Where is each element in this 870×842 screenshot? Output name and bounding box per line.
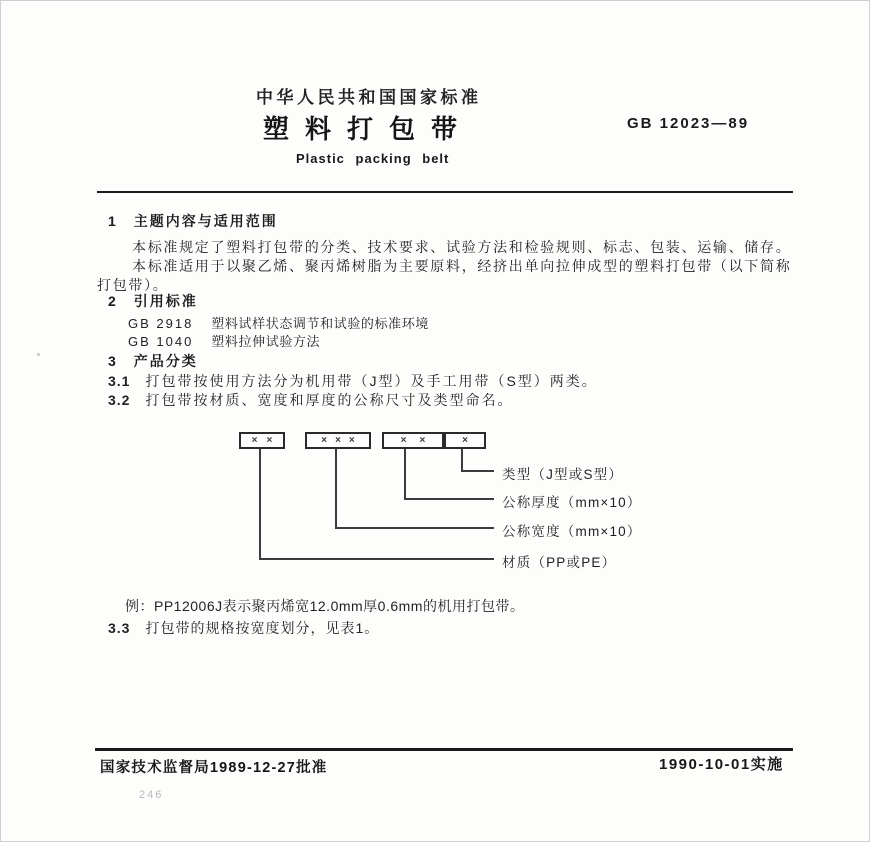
clause-3-3-text: 打包带的规格按宽度划分，见表1。	[145, 620, 380, 636]
clause-3-3-number: 3.3	[108, 620, 131, 636]
clause-3-2-number: 3.2	[108, 392, 131, 408]
clause-3-1	[108, 371, 598, 391]
section-2-heading	[108, 291, 198, 311]
naming-example: 例：PP12006J表示聚丙烯宽12.0mm厚0.6mm的机用打包带。	[125, 598, 525, 614]
clause-3-3	[108, 618, 379, 638]
diagram-connector-line	[335, 449, 337, 527]
referenced-standard-row	[128, 331, 320, 350]
scope-paragraph-2-line-2: 打包带）。	[97, 277, 169, 293]
referenced-standard-code: GB 1040	[128, 334, 194, 349]
standard-code: GB 12023—89	[627, 115, 750, 132]
diagram-connector-line	[461, 449, 463, 470]
section-3-title: 产品分类	[133, 353, 198, 369]
section-1-number: 1	[108, 213, 116, 229]
scan-artifact-dot	[37, 353, 40, 356]
scope-paragraph-1: 本标准规定了塑料打包带的分类、技术要求、试验方法和检验规则、标志、包装、运输、储存。	[132, 239, 792, 255]
header-divider	[97, 191, 793, 193]
referenced-standard-title: 塑料拉伸试验方法	[211, 334, 321, 349]
diagram-box-material: ××	[239, 432, 285, 449]
section-2-title: 引用标准	[133, 293, 198, 309]
referenced-standard-title: 塑料试样状态调节和试验的标准环境	[211, 316, 429, 331]
diagram-leader-line	[404, 498, 494, 500]
clause-3-1-number: 3.1	[108, 373, 131, 389]
diagram-connector-line	[259, 449, 261, 558]
diagram-leader-line	[461, 470, 494, 472]
clause-3-1-text: 打包带按使用方法分为机用带（J型）及手工用带（S型）两类。	[145, 373, 598, 389]
footer-divider	[95, 748, 793, 751]
diagram-leader-line	[259, 558, 494, 560]
section-3-heading	[108, 351, 198, 371]
approval-note: 国家技术监督局1989-12-27批准	[100, 760, 328, 776]
referenced-standard-row	[128, 313, 429, 332]
section-3-number: 3	[108, 353, 116, 369]
section-1-title: 主题内容与适用范围	[133, 213, 278, 229]
page-title: 塑料打包带	[263, 114, 474, 144]
section-2-number: 2	[108, 293, 116, 309]
clause-3-2-text: 打包带按材质、宽度和厚度的公称尺寸及类型命名。	[145, 392, 514, 408]
national-standard-label: 中华人民共和国国家标准	[256, 88, 482, 107]
diagram-box-type: ×	[444, 432, 486, 449]
diagram-box-width: ×××	[305, 432, 371, 449]
diagram-label-width: 公称宽度（mm×10）	[502, 524, 642, 539]
diagram-label-thickness: 公称厚度（mm×10）	[502, 495, 642, 510]
referenced-standard-code: GB 2918	[128, 316, 194, 331]
section-1-heading	[108, 211, 278, 231]
page-number: 246	[139, 789, 164, 801]
diagram-label-type: 类型（J型或S型）	[502, 467, 624, 482]
diagram-box-thickness: ××	[382, 432, 444, 449]
diagram-leader-line	[335, 527, 494, 529]
diagram-connector-line	[404, 449, 406, 498]
diagram-label-material: 材质（PP或PE）	[502, 555, 617, 570]
scope-paragraph-2-line-1: 本标准适用于以聚乙烯、聚丙烯树脂为主要原料，经挤出单向拉伸成型的塑料打包带（以下简称	[132, 258, 792, 274]
implementation-note: 1990-10-01实施	[659, 756, 784, 773]
title-english: Plastic packing belt	[296, 151, 450, 166]
clause-3-2	[108, 390, 513, 410]
